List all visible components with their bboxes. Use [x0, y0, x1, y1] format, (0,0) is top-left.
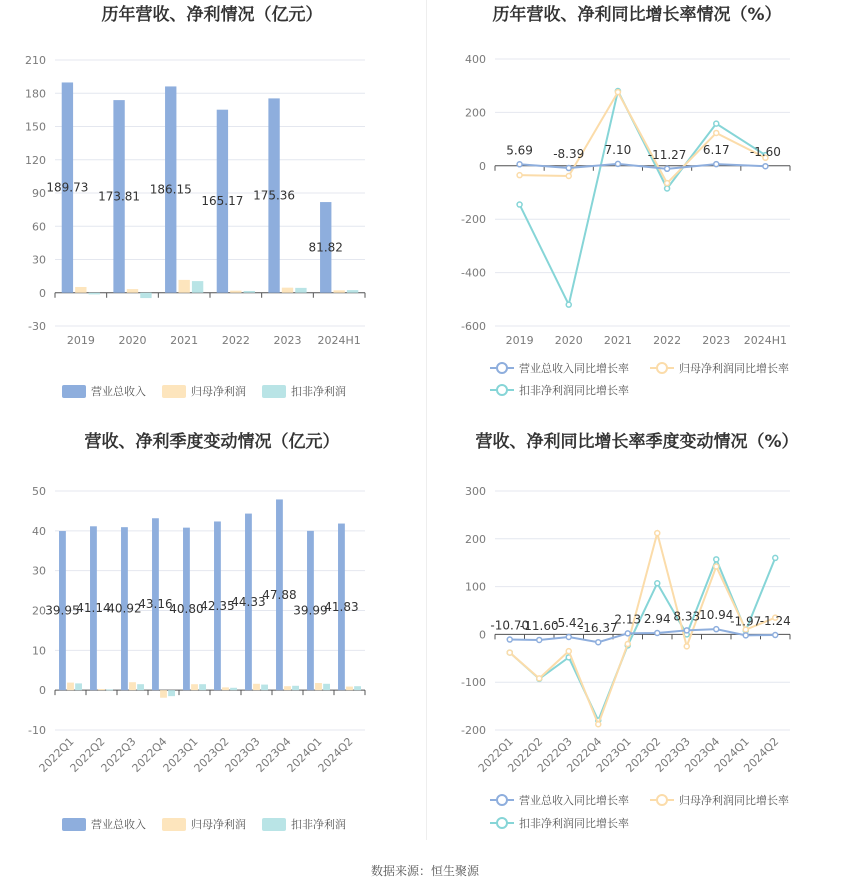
bar-deducted-profit [106, 689, 113, 690]
legend-marker [657, 363, 667, 373]
legend-swatch [62, 385, 86, 398]
y-tick-label: -10 [28, 724, 46, 737]
quarterly-revenue-profit-chart [0, 425, 425, 850]
data-label: 39.99 [293, 603, 328, 618]
data-label: 10.94 [699, 608, 734, 623]
x-tick-label: 2023Q2 [191, 734, 232, 775]
x-tick-label: 2023Q2 [623, 734, 664, 775]
data-point [517, 173, 522, 178]
y-tick-label: 0 [479, 628, 486, 642]
bar-net-profit [160, 690, 167, 698]
data-point [625, 641, 630, 646]
y-tick-label: 50 [32, 485, 46, 498]
quarterly-growth-rate-chart [425, 425, 850, 850]
data-point [655, 581, 660, 586]
bar-net-profit [178, 280, 189, 293]
chart-title: 营收、净利同比增长率季度变动情况（%） [475, 432, 799, 452]
x-tick-label: 2020 [554, 334, 583, 347]
legend-marker [497, 363, 507, 373]
y-tick-label: -200 [461, 213, 486, 227]
data-label: -1.60 [749, 145, 781, 160]
y-tick-label: 30 [32, 564, 46, 578]
data-point [773, 555, 778, 560]
bar-deducted-profit [295, 288, 306, 293]
x-tick-label: 2023Q1 [160, 734, 201, 775]
bar-deducted-profit [244, 291, 255, 293]
x-tick-label: 2023 [702, 334, 731, 347]
legend-marker [497, 818, 507, 828]
x-tick-label: 2024Q1 [711, 734, 752, 775]
y-tick-label: 210 [25, 54, 46, 67]
chart-title: 历年营收、净利同比增长率情况（%） [492, 5, 782, 25]
y-tick-label: 20 [32, 604, 46, 618]
x-tick-label: 2022Q2 [67, 734, 108, 775]
x-tick-label: 2024Q1 [284, 734, 325, 775]
y-tick-label: 30 [32, 253, 46, 267]
data-point [714, 130, 719, 135]
data-label: -11.27 [647, 147, 687, 162]
data-point [763, 164, 768, 169]
legend-label: 归母净利润 [191, 385, 246, 398]
annual-revenue-profit-chart [0, 0, 425, 420]
x-tick-label: 2022 [221, 334, 250, 347]
x-tick-label: 2023Q1 [593, 734, 634, 775]
x-tick-label: 2019 [66, 334, 95, 347]
data-point [566, 166, 571, 171]
data-point [566, 649, 571, 654]
bar-deducted-profit [261, 685, 268, 691]
data-label: -16.37 [578, 621, 618, 636]
data-label: 42.35 [200, 598, 235, 613]
y-tick-label: 200 [465, 106, 486, 120]
data-point [615, 90, 620, 95]
x-tick-label: 2021 [603, 334, 632, 347]
data-point [625, 631, 630, 636]
chart-title: 营收、净利季度变动情况（亿元） [84, 432, 340, 452]
bar-deducted-profit [347, 290, 358, 293]
bar-deducted-profit [354, 686, 361, 690]
x-tick-label: 2022Q4 [564, 734, 605, 775]
legend-swatch [162, 385, 186, 398]
data-label: 41.83 [324, 599, 359, 614]
bar-deducted-profit [89, 293, 100, 295]
y-tick-label: 0 [39, 286, 46, 300]
data-label: 189.73 [46, 180, 89, 195]
data-label: 6.17 [702, 143, 730, 158]
data-label: -10.70 [490, 618, 530, 633]
y-tick-label: 400 [465, 53, 486, 66]
bar-deducted-profit [137, 684, 144, 690]
bar-net-profit [315, 683, 322, 690]
x-tick-label: 2022Q2 [505, 734, 546, 775]
x-tick-label: 2022Q1 [36, 734, 77, 775]
y-tick-label: 10 [32, 644, 46, 658]
x-tick-label: 2023Q4 [682, 734, 723, 775]
data-label: -1.24 [759, 613, 791, 628]
x-tick-label: 2019 [505, 334, 534, 347]
data-point [596, 640, 601, 645]
legend-label: 归母净利润同比增长率 [679, 794, 789, 807]
data-label: -8.39 [553, 147, 585, 162]
data-label: 40.92 [107, 601, 142, 616]
data-point [566, 173, 571, 178]
y-tick-label: 0 [479, 159, 486, 173]
legend-label: 扣非净利润同比增长率 [519, 384, 629, 397]
bar-net-profit [333, 290, 344, 292]
data-source-note: 数据来源：恒生聚源 [370, 864, 479, 878]
y-tick-label: -30 [28, 320, 46, 333]
data-point [665, 166, 670, 171]
bar-deducted-profit [192, 281, 203, 293]
data-point [566, 302, 571, 307]
x-tick-label: 2024H1 [743, 334, 788, 347]
legend-swatch [262, 818, 286, 831]
data-point [655, 630, 660, 635]
data-point [714, 627, 719, 632]
bar-deducted-profit [199, 684, 206, 690]
y-tick-label: 150 [25, 120, 46, 134]
data-label: 165.17 [201, 194, 244, 209]
data-point [773, 632, 778, 637]
data-point [714, 121, 719, 126]
legend-label: 归母净利润 [191, 818, 246, 831]
y-tick-label: 300 [465, 485, 486, 498]
legend-swatch [262, 385, 286, 398]
y-tick-label: 180 [25, 87, 46, 101]
x-tick-label: 2023Q3 [222, 734, 263, 775]
legend-label: 营业总收入 [91, 385, 146, 398]
data-label: -1.97 [730, 614, 762, 629]
data-point [615, 161, 620, 166]
bar-net-profit [75, 287, 86, 293]
y-tick-label: 0 [39, 684, 46, 698]
x-tick-label: 2022 [653, 334, 682, 347]
legend-label: 扣非净利润 [291, 385, 346, 398]
legend-label: 归母净利润同比增长率 [679, 362, 789, 375]
data-point [665, 181, 670, 186]
data-label: 2.94 [643, 611, 671, 626]
data-label: 41.14 [76, 601, 111, 616]
data-label: 5.69 [506, 143, 533, 158]
legend-label: 营业总收入同比增长率 [519, 362, 629, 375]
legend-label: 扣非净利润同比增长率 [519, 817, 629, 830]
x-tick-label: 2023Q3 [652, 734, 693, 775]
data-label: 7.10 [604, 142, 632, 157]
y-tick-label: 200 [465, 532, 486, 546]
y-tick-label: 120 [25, 153, 46, 167]
data-point [684, 644, 689, 649]
data-point [714, 162, 719, 167]
bar-net-profit [282, 288, 293, 293]
x-tick-label: 2022Q4 [129, 734, 170, 775]
bar-net-profit [98, 689, 105, 690]
x-tick-label: 2024Q2 [315, 734, 356, 775]
legend-label: 营业总收入同比增长率 [519, 794, 629, 807]
legend-marker [497, 795, 507, 805]
data-point [714, 564, 719, 569]
x-tick-label: 2022Q1 [475, 734, 516, 775]
y-tick-label: -200 [461, 724, 486, 737]
bar-net-profit [253, 684, 260, 690]
data-label: 44.33 [231, 594, 266, 609]
data-label: -5.42 [553, 615, 585, 630]
y-tick-label: -600 [461, 320, 486, 333]
data-label: 47.88 [262, 587, 297, 602]
x-tick-label: 2021 [170, 334, 199, 347]
data-point [566, 634, 571, 639]
y-tick-label: 60 [32, 220, 46, 234]
data-point [684, 628, 689, 633]
data-point [743, 633, 748, 638]
x-tick-label: 2024Q2 [741, 734, 782, 775]
data-label: 2.13 [614, 612, 642, 627]
bar-deducted-profit [230, 688, 237, 690]
legend-marker [657, 795, 667, 805]
x-tick-label: 2023 [273, 334, 302, 347]
x-tick-label: 2020 [118, 334, 147, 347]
data-label: 40.80 [169, 601, 204, 616]
bar-net-profit [346, 687, 353, 691]
legend-label: 营业总收入 [91, 818, 146, 831]
data-point [714, 557, 719, 562]
bar-net-profit [191, 684, 198, 690]
legend-marker [497, 385, 507, 395]
bar-net-profit [284, 686, 291, 690]
bar-net-profit [67, 683, 74, 691]
legend-swatch [62, 818, 86, 831]
data-label: -11.60 [519, 618, 559, 633]
x-tick-label: 2024H1 [317, 334, 361, 347]
data-point [537, 676, 542, 681]
data-label: 39.95 [45, 603, 80, 618]
data-point [596, 722, 601, 727]
x-tick-label: 2022Q3 [98, 734, 139, 775]
chart-title: 历年营收、净利情况（亿元） [101, 5, 323, 25]
data-point [665, 186, 670, 191]
bar-deducted-profit [75, 683, 82, 690]
data-point [507, 650, 512, 655]
y-tick-label: 100 [465, 580, 486, 594]
y-tick-label: -400 [461, 266, 486, 280]
bar-deducted-profit [168, 690, 175, 696]
data-point [537, 637, 542, 642]
y-tick-label: 90 [32, 187, 46, 200]
legend-swatch [162, 818, 186, 831]
data-label: 175.36 [253, 188, 296, 203]
data-point [517, 162, 522, 167]
data-label: 43.16 [138, 597, 173, 612]
bar-deducted-profit [323, 684, 330, 690]
bar-net-profit [230, 291, 241, 293]
data-label: 81.82 [308, 240, 343, 255]
data-label: 173.81 [98, 189, 141, 204]
data-label: 8.33 [673, 609, 701, 624]
data-point [507, 637, 512, 642]
data-point [517, 202, 522, 207]
bar-net-profit [129, 682, 136, 690]
legend-label: 扣非净利润 [291, 818, 346, 831]
y-tick-label: -100 [461, 676, 486, 690]
bar-net-profit [127, 289, 138, 293]
bar-deducted-profit [292, 686, 299, 690]
annual-growth-rate-chart [425, 0, 850, 420]
x-tick-label: 2023Q4 [253, 734, 294, 775]
bar-net-profit [222, 687, 229, 690]
y-tick-label: 40 [32, 524, 46, 538]
bar-deducted-profit [140, 293, 151, 298]
data-label: 186.15 [149, 182, 192, 197]
x-tick-label: 2022Q3 [534, 734, 575, 775]
data-point [655, 531, 660, 536]
